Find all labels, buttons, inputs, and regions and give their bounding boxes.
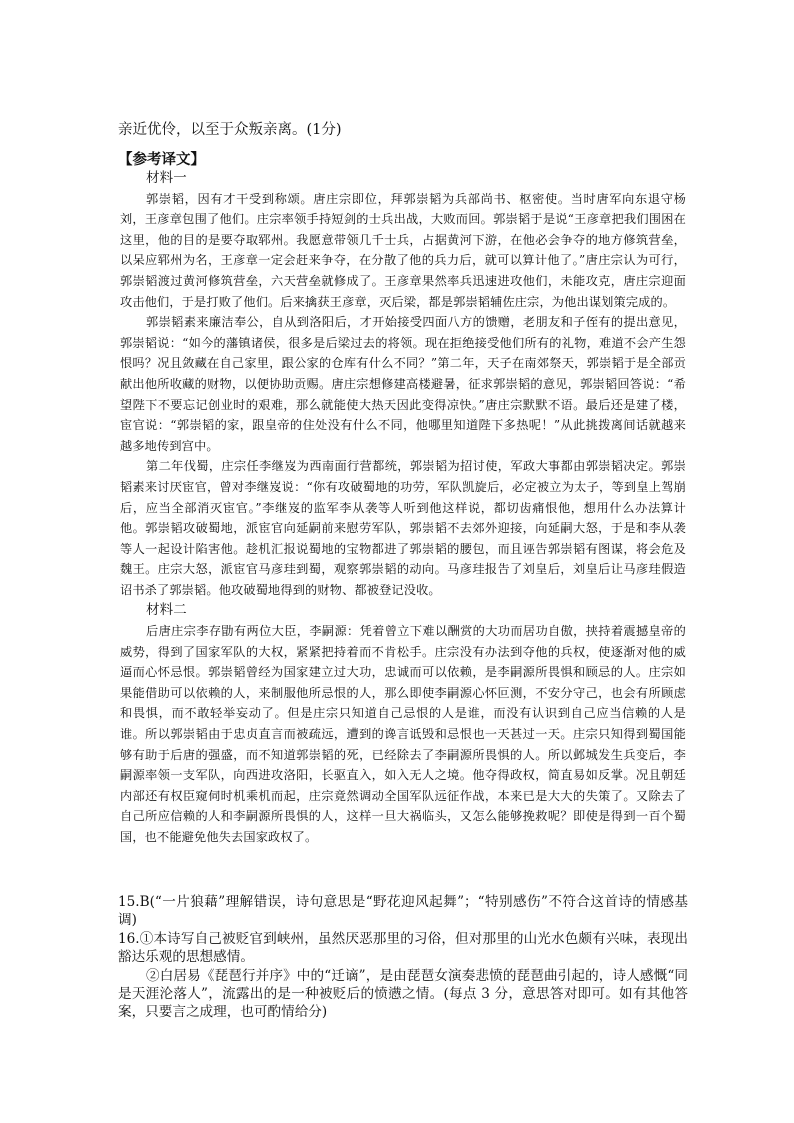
material-1-paragraph: 郭崇韬，因有才干受到称颂。唐庄宗即位，拜郭崇韬为兵部尚书、枢密使。当时唐军向东退守杨刘，王彦章包围了他们。庄宗率领手持短剑的士兵出战，大败而回。郭崇韬于是说“王彦章把我们围困在这里，他的目的是要夺取郓州。我愿意带领几千士兵，占据黄河下游，在他必会争夺的地方修筑营垒，以呆应郓州为名，王彦章一定会赶来争夺，在分散了他的兵力后，就可以算计他了。”唐庄宗认为可行，郭崇韬渡过黄河修筑营垒，六天营垒就修成了。王彦章果然率兵迅速进攻他们，未能攻克，唐庄宗迎面攻击他们，于是打败了他们。后来擒获王彦章，灭后梁，都是郭崇韬辅佐庄宗，为他出谋划策完成的。 <box>120 191 686 309</box>
material-1-title: 材料一 <box>146 170 187 186</box>
translation-body <box>120 168 686 848</box>
material-2-paragraph: 后唐庄宗李存勖有两位大臣，李嗣源：凭着曾立下难以酬赏的大功而居功自傲，挟持着震撼皇帝的威势，得到了国家军队的大权，紧紧把持着而不肯松手。庄宗没有办法到夺他的兵权，使逐渐对他的威逼而心怀忌恨。郭崇韬曾经为国家建立过大功，忠诚而可以依赖，是李嗣源所畏惧和顾忌的人。庄宗如果能借助可以依赖的人，来制服他所忌恨的人，那么即使李嗣源心怀叵测，不安分守己，也会有所顾虑和畏惧，而不敢轻举妄动了。但是庄宗只知道自己忌恨的人是谁，而没有认识到自己应当信赖的人是谁。所以郭崇韬由于忠贞直言而被疏远，遭到的谗言诋毁和忌恨也一天甚过一天。庄宗只知得到蜀国能够有助于后唐的强盛，而不知道郭崇韬的死，已经除去了李嗣源所畏惧的人。所以邺城发生兵变后，李嗣源率领一支军队，向西进攻洛阳，长驱直入，如入无人之境。他夺得政权，简直易如反掌。况且朝廷内部还有权臣窥伺时机乘机而起，庄宗竟然调动全国军队远征作战，本来已是大大的失策了。又除去了自己所应信赖的人和李嗣源所畏惧的人，这样一旦大祸临头，又怎么能够挽救呢？即使是得到一百个蜀国，也不能避免他失去国家政权了。 <box>120 624 686 844</box>
section-title: 【参考译文】 <box>118 151 205 168</box>
material-1-paragraph: 第二年伐蜀，庄宗任李继岌为西南面行营都统，郭崇韬为招讨使，军政大事都由郭崇韬决定。郭崇韬素来讨厌宦官，曾对李继岌说：“你有攻破蜀地的功劳，军队凯旋后，必定被立为太子，等到皇上驾崩后，应当全部消灭宦官。”李继岌的监军李从袭等人听到他这样说，都切齿痛恨他，想用什么办法算计他。郭崇韬攻破蜀地，派宦官向延嗣前来慰劳军队，郭崇韬不去郊外迎接，向延嗣大怒，于是和李从袭等人一起设计陷害他。趁机汇报说蜀地的宝物都进了郭崇韬的腰包，而且诬告郭崇韬有图谋，将会危及魏王。庄宗大怒，派宦官马彦珪到蜀，观察郭崇韬的动向。马彦珪报告了刘皇后，刘皇后让马彦珪假造诏书杀了郭崇韬。他攻破蜀地得到的财物、都被登记没收。 <box>120 459 686 597</box>
material-2-title: 材料二 <box>146 602 187 619</box>
material-1-paragraph: 郭崇韬素来廉洁奉公，自从到洛阳后，才开始接受四面八方的馈赠，老朋友和子侄有的提出意见，郭崇韬说：“如今的藩镇诸侯，很多是后梁过去的将领。现在拒绝接受他们所有的礼物，难道不会产生怨恨吗？况且敛藏在自己家里，跟公家的仓库有什么不同？”第二年，天子在南郊祭天，郭崇韬于是全部贡献出他所收藏的财物，以便协助贡赐。唐庄宗想修建高楼避暑，征求郭崇韬的意见，郭崇韬回答说：“希望陛下不要忘记创业时的艰难，那么就能使大热天因此变得凉快。”唐庄宗默默不语。最后还是建了楼，宦官说：“郭崇韬的家，跟皇帝的住处没有什么不同，他哪里知道陛下多热呢！”从此挑拨离间话就越来越多地传到宫中。 <box>120 315 686 453</box>
answers-section <box>118 893 688 1022</box>
answer-16-point-1: 16.①本诗写自己被贬官到峡州，虽然厌恶那里的习俗，但对那里的山光水色颇有兴味，表现出豁达乐观的思想感情。 <box>118 930 688 966</box>
answer-16-point-2: ②白居易《琵琶行并序》中的“迁谪”，是由琵琶女演奏悲愤的琵琶曲引起的，诗人感慨“同是天涯沦落人”，流露出的是一种被贬后的愤懑之情。(每点 3 分，意思答对即可。如有其他答案，只要言之成理，也可酌情给分) <box>118 967 688 1021</box>
answer-15: 15.B(“一片狼藉”理解错误，诗句意思是“野花迎风起舞”；“特别感伤”不符合这首诗的情感基调) <box>118 894 688 929</box>
previous-answer-tail: 亲近优伶，以至于众叛亲离。(1分) <box>118 122 342 138</box>
